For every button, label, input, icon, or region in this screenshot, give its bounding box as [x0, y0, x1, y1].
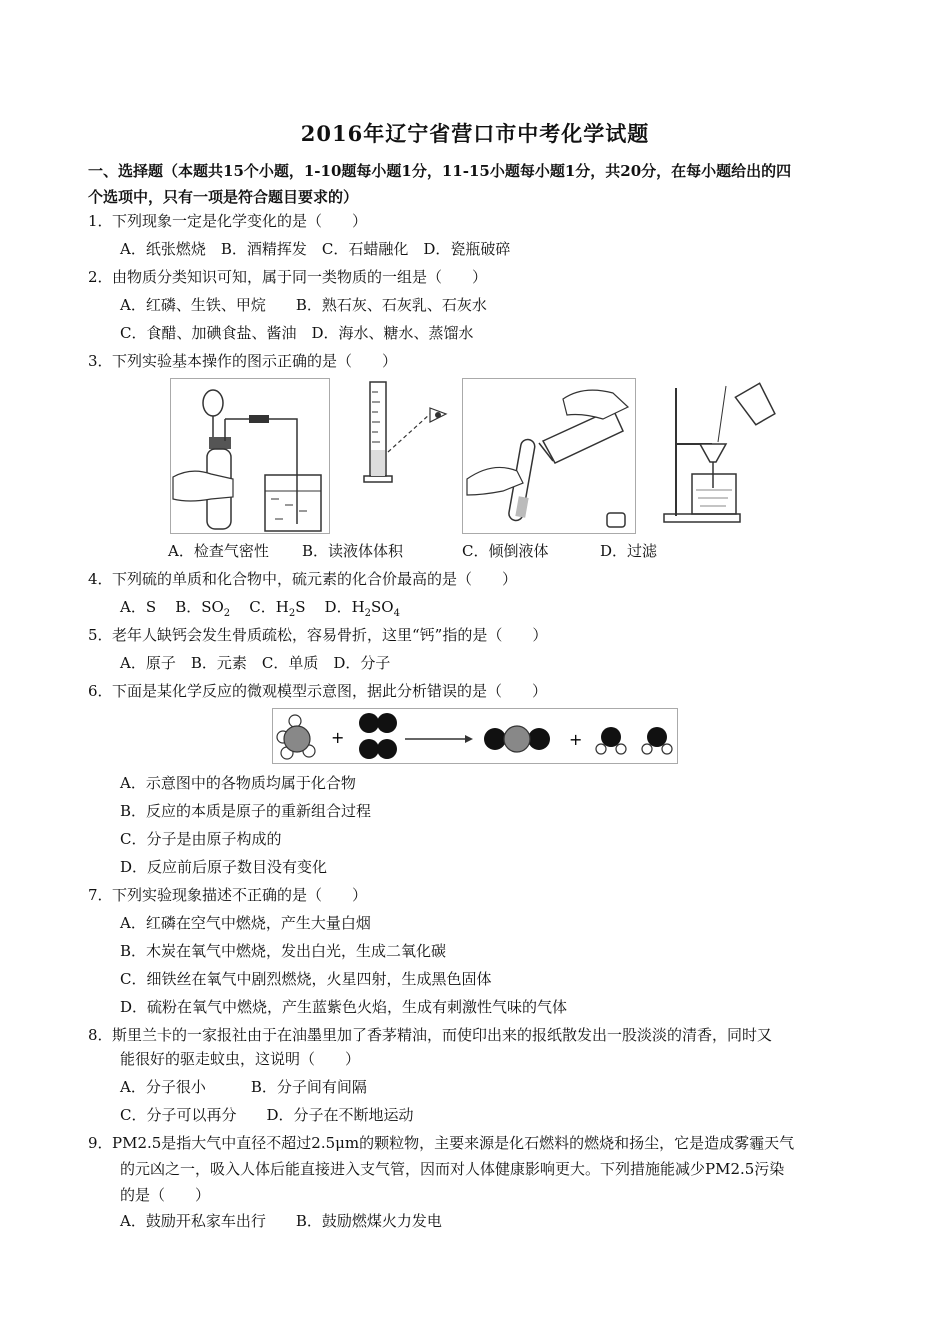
- question-stem: 下面是某化学反应的微观模型示意图，据此分析错误的是（ ）: [112, 682, 548, 700]
- question-9-stem-cont: 的元凶之一，吸入人体后能直接进入支气管，因而对人体健康影响更大。下列措施能减少PM2.5污染: [120, 1160, 785, 1178]
- plus-sign: +: [331, 728, 345, 747]
- question-9-stem-cont2: 的是（ ）: [120, 1186, 211, 1204]
- question-number: 4．: [88, 570, 113, 588]
- option-c: C．$H_2S$: [249, 598, 306, 619]
- figure-filtration: [662, 378, 778, 524]
- question-number: 3．: [88, 352, 113, 370]
- question-6-option-c: C．分子是由原子构成的: [120, 830, 282, 848]
- question-2-options-cd: C．食醋、加碘食盐、酱油 D．海水、糖水、蒸馏水: [120, 324, 474, 342]
- plus-sign: +: [569, 730, 583, 749]
- question-6: [88, 680, 547, 702]
- question-stem: 老年人缺钙会发生骨质疏松，容易骨折，这里“钙”指的是（ ）: [112, 626, 548, 644]
- section-heading-line1: 一、选择题（本题共15个小题，1-10题每小题1分，11-15小题每小题1分，共20分，在每小题给出的四: [88, 162, 792, 180]
- figure-read-volume: [360, 378, 450, 488]
- question-4: [88, 568, 517, 590]
- figure-reaction-model: [272, 708, 678, 764]
- question-8-options-ab: A．分子很小 B．分子间有间隔: [120, 1078, 367, 1096]
- question-7-option-d: D．硫粉在氧气中燃烧，产生蓝紫色火焰，生成有刺激性气味的气体: [120, 998, 568, 1016]
- question-6-option-d: D．反应前后原子数目没有变化: [120, 858, 328, 876]
- question-9-options-ab: A．鼓励开私家车出行 B．鼓励燃煤火力发电: [120, 1212, 442, 1230]
- question-5: [88, 624, 547, 646]
- question-6-option-b: B．反应的本质是原子的重新组合过程: [120, 802, 372, 820]
- question-2: [88, 266, 487, 288]
- question-5-options: A．原子 B．元素 C．单质 D．分子: [120, 654, 391, 672]
- section-heading-line2: 个选项中，只有一项是符合题目要求的）: [88, 188, 359, 206]
- question-number: 6．: [88, 682, 113, 700]
- question-7: [88, 884, 367, 906]
- caption-d: D．过滤: [600, 542, 658, 560]
- question-stem: 下列实验现象描述不正确的是（ ）: [112, 886, 368, 904]
- question-3: [88, 350, 397, 372]
- question-6-option-a: A．示意图中的各物质均属于化合物: [120, 774, 356, 792]
- question-7-option-c: C．细铁丝在氧气中剧烈燃烧，火星四射，生成黑色固体: [120, 970, 492, 988]
- question-9: [88, 1132, 794, 1154]
- question-number: 8．: [88, 1026, 113, 1044]
- question-number: 7．: [88, 886, 113, 904]
- question-8-stem-cont: 能很好的驱走蚊虫，这说明（ ）: [120, 1050, 361, 1068]
- question-stem: 下列现象一定是化学变化的是（ ）: [112, 212, 368, 230]
- question-stem: 斯里兰卡的一家报社由于在油墨里加了香茅精油，而使印出来的报纸散发出一股淡淡的清香，同时又: [112, 1026, 773, 1044]
- figure-airtightness-check: [170, 378, 330, 534]
- question-stem: PM2.5是指大气中直径不超过2.5μm的颗粒物，主要来源是化石燃料的燃烧和扬尘，它是造成雾霾天气: [112, 1134, 795, 1152]
- option-a: A．S: [120, 598, 157, 616]
- question-1: [88, 210, 367, 232]
- caption-c: C．倾倒液体: [462, 542, 549, 560]
- question-7-option-a: A．红磷在空气中燃烧，产生大量白烟: [120, 914, 371, 932]
- question-number: 5．: [88, 626, 113, 644]
- question-2-options-ab: A．红磷、生铁、甲烷 B．熟石灰、石灰乳、石灰水: [120, 296, 487, 314]
- question-stem: 下列硫的单质和化合物中，硫元素的化合价最高的是（ ）: [112, 570, 518, 588]
- option-d: D．$H_2SO_4$: [324, 598, 400, 619]
- question-number: 2．: [88, 268, 113, 286]
- page-title: 2016年辽宁省营口市中考化学试题: [300, 121, 650, 146]
- figure-pour-liquid: [462, 378, 636, 534]
- question-8-options-cd: C．分子可以再分 D．分子在不断地运动: [120, 1106, 414, 1124]
- question-stem: 下列实验基本操作的图示正确的是（ ）: [112, 352, 398, 370]
- question-number: 1．: [88, 212, 113, 230]
- question-stem: 由物质分类知识可知，属于同一类物质的一组是（ ）: [112, 268, 488, 286]
- question-4-options: [120, 596, 400, 625]
- question-8: [88, 1024, 772, 1046]
- caption-a: A．检查气密性: [168, 542, 269, 560]
- question-7-option-b: B．木炭在氧气中燃烧，发出白光，生成二氧化碳: [120, 942, 447, 960]
- option-b: B．$SO_2$: [175, 598, 231, 619]
- question-number: 9．: [88, 1134, 113, 1152]
- question-1-options: A．纸张燃烧 B．酒精挥发 C．石蜡融化 D．瓷瓶破碎: [120, 240, 511, 258]
- caption-b: B．读液体体积: [302, 542, 404, 560]
